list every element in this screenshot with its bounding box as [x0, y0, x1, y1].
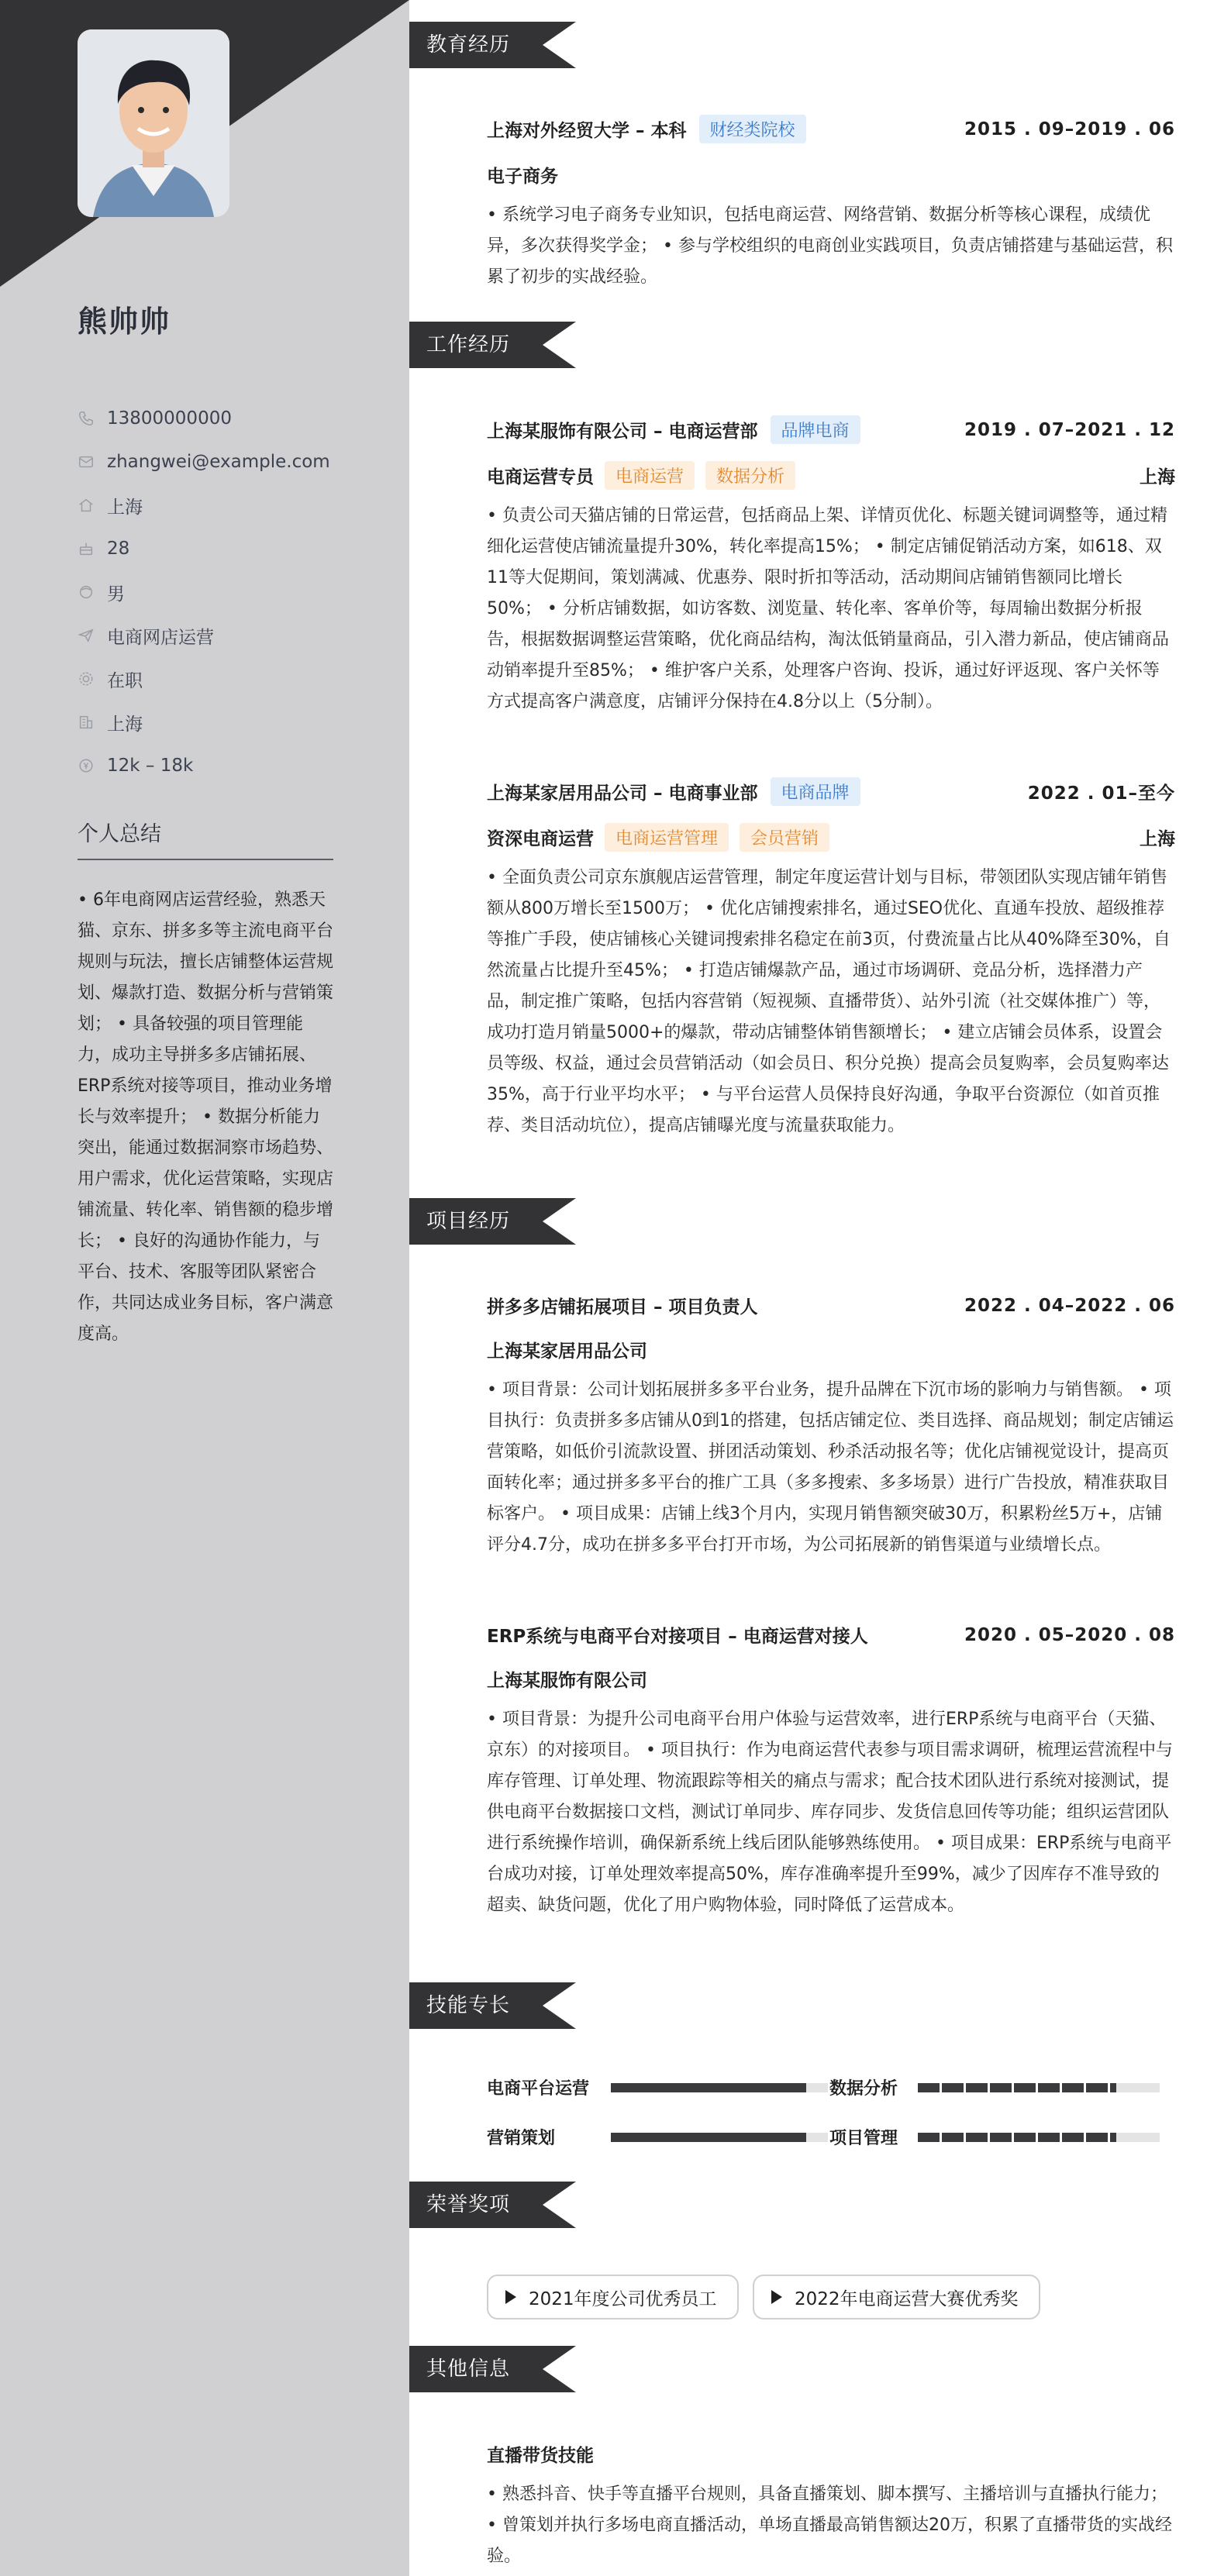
skill-bar-fill: [918, 2133, 1116, 2142]
education-date: 2015 . 09–2019 . 06: [964, 119, 1175, 139]
company-name: 上海某服饰有限公司 – 电商运营部: [487, 422, 758, 442]
project-org: 上海某家居用品公司: [487, 1341, 647, 1362]
info-text: 12k – 18k: [107, 756, 194, 776]
play-icon: [771, 2290, 782, 2304]
company-tag: 电商品牌: [771, 777, 860, 806]
work-entry: [487, 415, 1175, 718]
section-title: 教育经历: [426, 33, 511, 57]
info-age: [78, 527, 330, 570]
summary-divider: [78, 859, 333, 860]
mail-icon: [78, 453, 95, 470]
section-title: 工作经历: [426, 333, 511, 356]
skill-name: 电商平台运营: [487, 2079, 590, 2099]
skill-item: [829, 2125, 1160, 2149]
work-date: 2019 . 07–2021 . 12: [964, 419, 1175, 440]
project-name: 拼多多店铺拓展项目 – 项目负责人: [487, 1297, 758, 1317]
skill-bar: [918, 2083, 1160, 2092]
project-name: ERP系统与电商平台对接项目 – 电商运营对接人: [487, 1627, 868, 1647]
play-icon: [505, 2290, 516, 2304]
award-text: 2022年电商运营大赛优秀奖: [795, 2288, 1019, 2309]
send-icon: [78, 627, 95, 644]
section-title: 项目经历: [426, 1210, 511, 1233]
company-name: 上海某家居用品公司 – 电商事业部: [487, 783, 758, 804]
other-title: 直播带货技能: [487, 2446, 594, 2466]
section-header-work: [409, 322, 576, 368]
section-header-project: [409, 1198, 576, 1245]
work-desc: • 全面负责公司京东旗舰店运营管理，制定年度运营计划与目标，带领团队实现店铺年销售额从800万增长至1500万； • 优化店铺搜索排名，通过SEO优化、直通车投放、超级推荐等推广手段，使店铺核心关键词搜索排名稳定在前3页，付费流量占比从40%降至30%，自然流量占比提升至45%； • 打造店铺爆款产品，通过市场调研、竞品分析，选择潜力产品，制定推广策略，包括内容营销（短视频、直播带货）、站外引流（社交媒体推广）等，成功打造月销量5000+的爆款，带动店铺整体销售额增长； • 建立店铺会员体系，设置会员等级、权益，通过会员营销活动（如会员日、积分兑换）提高会员复购率，会员复购率达35%，高于行业平均水平； • 与平台运营人员保持良好沟通，争取平台资源位（如首页推荐、类目活动坑位），提高店铺曝光度与流量获取能力。: [487, 868, 1171, 1135]
education-entry: [487, 115, 1175, 293]
role-tag: 数据分析: [705, 461, 795, 490]
candidate-name: 熊帅帅: [78, 305, 171, 339]
portrait-image: [78, 29, 229, 217]
section-title: 荣誉奖项: [426, 2193, 511, 2216]
work-date: 2022 . 01–至今: [1027, 783, 1175, 804]
main-content: [409, 0, 1231, 2576]
major: 电子商务: [487, 167, 558, 187]
info-text: 男: [107, 584, 125, 604]
section-title: 其他信息: [426, 2357, 511, 2381]
status-icon: [78, 670, 95, 687]
skill-bar-fill: [918, 2083, 1116, 2092]
work-city: 上海: [1140, 467, 1175, 487]
info-text: 28: [107, 539, 130, 559]
info-text: zhangwei@example.com: [107, 452, 330, 472]
skill-bar: [611, 2133, 828, 2142]
home-icon: [78, 497, 95, 514]
role-tag: 电商运营管理: [605, 823, 729, 852]
section-header-skills: [409, 1982, 576, 2029]
skill-name: 项目管理: [829, 2129, 898, 2148]
role-tag: 电商运营: [605, 461, 695, 490]
section-header-awards: [409, 2182, 576, 2228]
project-desc: • 项目背景：公司计划拓展拼多多平台业务，提升品牌在下沉市场的影响力与销售额。 • 项目执行：负责拼多多店铺从0到1的搭建，包括店铺定位、类目选择、商品规划；制定店铺运营策略，如低价引流款设置、拼团活动策划、秒杀活动报名等；优化店铺视觉设计，提高页面转化率；通过拼多多平台的推广工具（多多搜索、多多场景）进行广告投放，精准获取目标客户。 • 项目成果：店铺上线3个月内，实现月销售额突破30万，积累粉丝5万+，店铺评分4.7分，成功在拼多多平台打开市场，为公司拓展新的销售渠道与业绩增长点。: [487, 1380, 1174, 1555]
skill-bar: [918, 2133, 1160, 2142]
skill-item: [487, 2125, 828, 2149]
info-salary: [78, 744, 330, 787]
info-gender: [78, 570, 330, 614]
work-desc: • 负责公司天猫店铺的日常运营，包括商品上架、详情页优化、标题关键词调整等，通过精细化运营使店铺流量提升30%，转化率提高15%； • 制定店铺促销活动方案，如618、双11等大促期间，策划满减、优惠券、限时折扣等活动，活动期间店铺销售额同比增长50%； • 分析店铺数据，如访客数、浏览量、转化率、客单价等，每周输出数据分析报告，根据数据调整运营策略，优化商品结构，淘汰低销量商品，引入潜力新品，使店铺商品动销率提升至85%； • 维护客户关系，处理客户咨询、投诉，通过好评返现、客户关怀等方式提高客户满意度，店铺评分保持在4.8分以上（5分制）。: [487, 506, 1170, 711]
age-icon: [78, 540, 95, 557]
gender-icon: [78, 584, 95, 601]
skill-item: [487, 2075, 828, 2099]
info-text: 上海: [107, 497, 143, 518]
info-location: [78, 701, 330, 744]
info-text: 在职: [107, 670, 143, 691]
info-text: 电商网店运营: [107, 627, 214, 648]
company-tag: 品牌电商: [771, 415, 860, 444]
project-entry: [487, 1622, 1175, 1921]
summary-title: 个人总结: [78, 822, 161, 846]
project-org: 上海某服饰有限公司: [487, 1671, 647, 1691]
project-date: 2022 . 04–2022 . 06: [964, 1295, 1175, 1316]
info-text: 上海: [107, 714, 143, 735]
sidebar: [0, 0, 409, 2576]
info-email: [78, 440, 330, 484]
work-entry: [487, 777, 1175, 1142]
info-phone: [78, 397, 330, 440]
school-name: 上海对外经贸大学 – 本科: [487, 121, 687, 141]
avatar: [78, 29, 229, 217]
skill-item: [829, 2075, 1160, 2099]
skill-name: 数据分析: [829, 2079, 898, 2099]
phone-icon: [78, 410, 95, 427]
summary-text: • 6年电商网店运营经验，熟悉天猫、京东、拼多多等主流电商平台规则与玩法，擅长店铺整体运营规划、爆款打造、数据分析与营销策划； • 具备较强的项目管理能力，成功主导拼多多店铺拓展、ERP系统对接等项目，推动业务增长与效率提升； • 数据分析能力突出，能通过数据洞察市场趋势、用户需求，优化运营策略，实现店铺流量、转化率、销售额的稳步增长； • 良好的沟通协作能力，与平台、技术、客服等团队紧密合作，共同达成业务目标，客户满意度高。: [78, 890, 334, 1344]
skill-bar-fill: [611, 2133, 806, 2142]
info-intention: [78, 614, 330, 657]
skill-bar: [611, 2083, 828, 2092]
info-city: [78, 484, 330, 527]
section-header-education: [409, 22, 576, 68]
award-chip: [753, 2275, 1040, 2319]
job-title: 电商运营专员: [487, 467, 594, 487]
info-text: 13800000000: [107, 408, 232, 429]
work-city: 上海: [1140, 829, 1175, 849]
salary-icon: [78, 757, 95, 774]
award-chip: [487, 2275, 739, 2319]
project-entry: [487, 1293, 1175, 1561]
skill-bar-fill: [611, 2083, 806, 2092]
education-desc: • 系统学习电子商务专业知识，包括电商运营、网络营销、数据分析等核心课程，成绩优异，多次获得奖学金； • 参与学校组织的电商创业实践项目，负责店铺搭建与基础运营，积累了初步的实战经验。: [487, 205, 1173, 287]
section-title: 技能专长: [426, 1994, 511, 2017]
skill-name: 营销策划: [487, 2129, 556, 2148]
job-title: 资深电商运营: [487, 829, 594, 849]
building-icon: [78, 714, 95, 731]
award-text: 2021年度公司优秀员工: [529, 2288, 717, 2309]
info-status: [78, 657, 330, 701]
school-tag: 财经类院校: [699, 115, 806, 143]
other-desc: • 熟悉抖音、快手等直播平台规则，具备直播策划、脚本撰写、主播培训与直播执行能力； • 曾策划并执行多场电商直播活动，单场直播最高销售额达20万，积累了直播带货的实战经验。: [487, 2485, 1172, 2566]
other-entry: [487, 2441, 1175, 2572]
section-header-other: [409, 2346, 576, 2392]
contact-info-list: [78, 397, 330, 787]
project-date: 2020 . 05–2020 . 08: [964, 1624, 1175, 1645]
role-tag: 会员营销: [740, 823, 829, 852]
project-desc: • 项目背景：为提升公司电商平台用户体验与运营效率，进行ERP系统与电商平台（天猫、京东）的对接项目。 • 项目执行：作为电商运营代表参与项目需求调研，梳理运营流程中与库存管理、订单处理、物流跟踪等相关的痛点与需求；配合技术团队进行系统对接测试，提供电商平台数据接口文档，测试订单同步、库存同步、发货信息回传等功能；组织运营团队进行系统操作培训，确保新系统上线后团队能够熟练使用。 • 项目成果：ERP系统与电商平台成功对接，订单处理效率提高50%，库存准确率提升至99%，减少了因库存不准导致的超卖、缺货问题，优化了用户购物体验，同时降低了运营成本。: [487, 1710, 1173, 1915]
